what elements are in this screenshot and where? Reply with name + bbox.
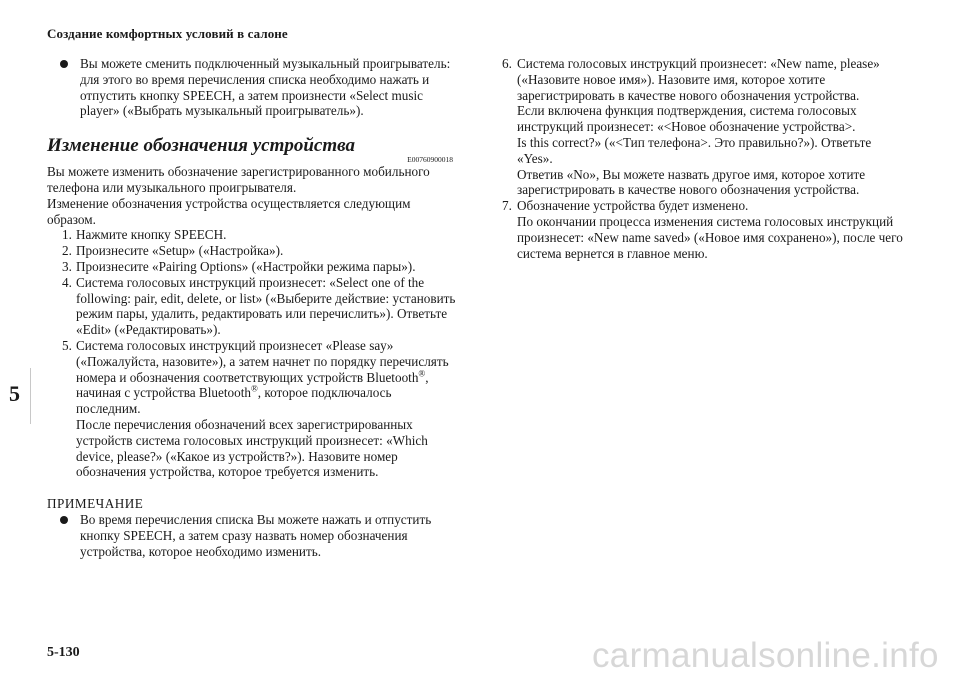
bullet-icon <box>60 60 68 68</box>
step-number: 4. <box>62 274 72 290</box>
step-text: Если включена функция подтверждения, система голосовых инструкций произнесет: «<Новое обозначение устройства>. <box>517 103 857 135</box>
step-number: 5. <box>62 337 72 353</box>
step-number: 2. <box>62 243 72 259</box>
step-item <box>47 338 457 480</box>
bullet-item <box>47 56 457 119</box>
step-item <box>498 56 908 198</box>
running-header: Создание комфортных условий в салоне <box>47 26 288 41</box>
step-text: После перечисления обозначений всех зарегистрированных устройств система голосовых инструкций произнесет: «Which device, please?» («Какое из устройств?»). Назовите номер обозначения устройства, которое требуется изменить. <box>76 416 428 480</box>
right-column <box>498 56 908 261</box>
step-text: Произнесите «Pairing Options» («Настройки режима пары»). <box>76 258 416 274</box>
step-text <box>76 338 457 417</box>
step-item <box>47 227 457 243</box>
chapter-number: 5 <box>9 381 20 406</box>
step-item <box>498 198 908 261</box>
bullet-icon <box>60 516 68 524</box>
step-text-part: , которое подключалось последним. <box>76 385 392 417</box>
step-number: 7. <box>502 198 512 214</box>
page-number: 5-130 <box>47 645 80 660</box>
left-column <box>47 56 457 559</box>
step-text: По окончании процесса изменения система голосовых инструкций произнесет: «New name saved» («Новое имя сохранено»), после чего система вернется в главное меню. <box>517 213 903 261</box>
step-item <box>47 275 457 338</box>
step-text: Нажмите кнопку SPEECH. <box>76 227 227 243</box>
step-text: Система голосовых инструкций произнесет: «New name, please» («Назовите новое имя»). Назовите имя, которое хотите зарегистрировать в качестве нового обозначения устройства. <box>517 56 880 103</box>
step-text: Ответив «No», Вы можете назвать другое имя, которое хотите зарегистрировать в качестве нового обозначения устройства. <box>517 166 866 198</box>
step-text: Система голосовых инструкций произнесет: «Select one of the following: pair, edit, delete, or list» («Выберите действие: установить режим пары, удалить, редактировать или перечислить»). Ответьте «Edit» («Редактировать»). <box>76 274 456 338</box>
note-bullet <box>47 512 457 559</box>
step-text: Обозначение устройства будет изменено. <box>517 198 749 214</box>
bullet-text: Вы можете сменить подключенный музыкальный проигрыватель: для этого во время перечисления списка необходимо нажать и отпустить кнопку SPEECH, а затем произнести «Select music player» («Выбрать музыкальный проигрыватель»). <box>80 56 451 119</box>
step-number: 3. <box>62 258 72 274</box>
registered-mark: ® <box>250 383 258 394</box>
step-text: Is this correct?» («<Тип телефона>. Это правильно?»). Ответьте «Yes». <box>517 134 872 166</box>
note-text: Во время перечисления списка Вы можете нажать и отпустить кнопку SPEECH, а затем сразу назвать номер обозначения устройства, которое необходимо изменить. <box>80 511 432 559</box>
registered-mark: ® <box>418 368 426 379</box>
section-code: E00760900018 <box>407 155 453 165</box>
step-number: 1. <box>62 227 72 243</box>
step-text-part: Система голосовых инструкций произнесет «Please say» («Пожалуйста, назовите»), а затем начнет по порядку перечислять номера и обозначения соответствующих устройств Bluetooth <box>76 337 449 385</box>
intro-paragraph: Изменение обозначения устройства осуществляется следующим образом. <box>47 195 411 227</box>
watermark: carmanualsonline.info <box>592 636 939 675</box>
note-heading: ПРИМЕЧАНИЕ <box>47 496 144 512</box>
step-item <box>47 243 457 259</box>
intro-paragraph: Вы можете изменить обозначение зарегистрированного мобильного телефона или музыкального проигрывателя. <box>47 164 430 195</box>
step-item <box>47 259 457 275</box>
step-text-part: , начиная с устройства Bluetooth <box>76 369 429 401</box>
chapter-tab <box>0 368 31 424</box>
step-text: Произнесите «Setup» («Настройка»). <box>76 243 284 259</box>
step-number: 6. <box>502 56 512 71</box>
section-title: Изменение обозначения устройства <box>47 135 355 157</box>
